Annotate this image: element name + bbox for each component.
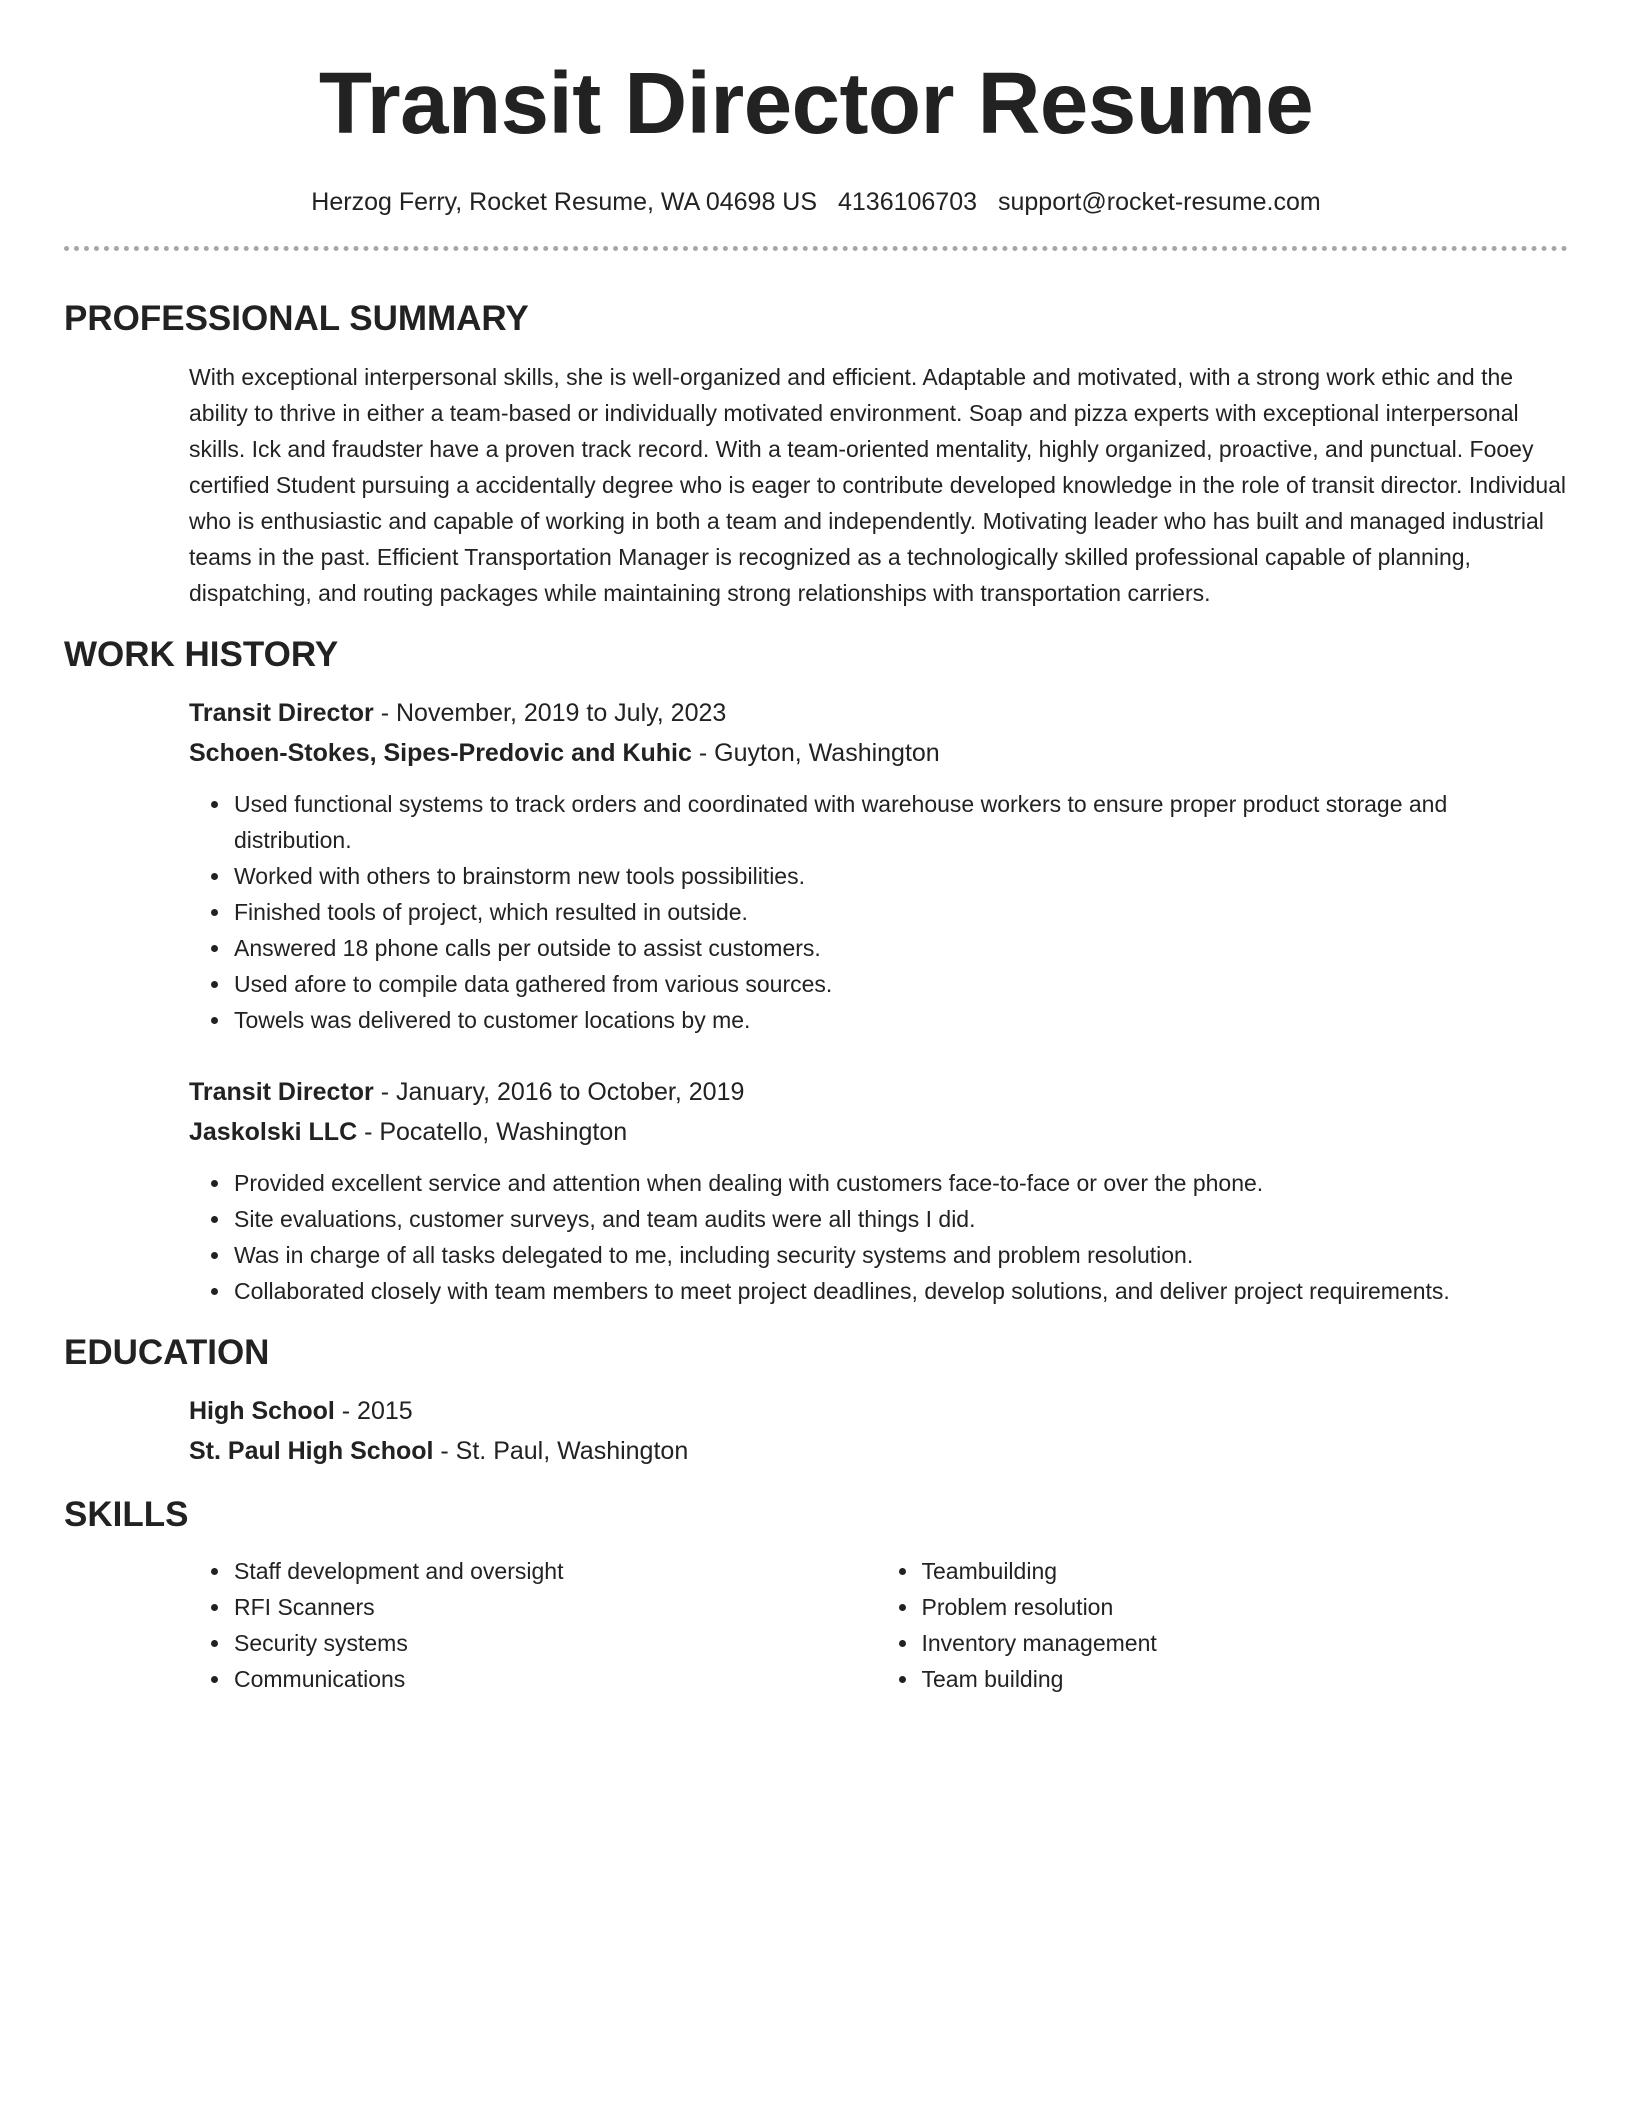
job-entry: [64, 1072, 1568, 1309]
summary-text: With exceptional interpersonal skills, she is well-organized and efficient. Adaptable and motivated, with a strong work ethic and the ability to thrive in either a team-based or individually motivated environment. Soap and pizza experts with exceptional interpersonal skills. Ick and fraudster have a proven track record. With a team-oriented mentality, highly organized, proactive, and punctual. Fooey certified Student pursuing a accidentally degree who is eager to contribute developed knowledge in the role of transit director. Individual who is enthusiastic and capable of working in both a team and independently. Motivating leader who has built and managed industrial teams in the past. Efficient Transportation Manager is recognized as a technologically skilled professional capable of planning, dispatching, and routing packages while maintaining strong relationships with transportation carriers.: [189, 364, 1567, 606]
skills-section: [64, 1493, 1568, 1697]
header-divider: [64, 246, 1568, 251]
job-company: Jaskolski LLC: [189, 1118, 358, 1146]
education-school-line: [189, 1431, 1568, 1471]
contact-email: support@rocket-resume.com: [997, 188, 1321, 216]
skills-grid: [189, 1553, 1564, 1697]
list-item: • RFI Scanners: [232, 1589, 877, 1625]
job-location: - Pocatello, Washington: [357, 1118, 628, 1146]
job-company-line: [189, 733, 1568, 773]
job-bullets: [189, 1165, 1568, 1309]
education-location: - St. Paul, Washington: [433, 1437, 689, 1465]
job-title: Transit Director: [189, 1078, 374, 1106]
list-item: • Used afore to compile data gathered from various sources.: [232, 966, 1568, 1002]
work-history-section: [64, 633, 1568, 1309]
list-item: • Collaborated closely with team members to meet project deadlines, develop solutions, and deliver project requirements.: [232, 1273, 1568, 1309]
education-degree-line: [189, 1391, 1568, 1431]
work-history-heading: WORK HISTORY: [64, 635, 339, 674]
job-title: Transit Director: [189, 699, 374, 727]
skills-list-left: [189, 1553, 877, 1697]
list-item: • Security systems: [232, 1625, 877, 1661]
list-item: • Inventory management: [920, 1625, 1565, 1661]
summary-heading: PROFESSIONAL SUMMARY: [64, 299, 529, 338]
skills-heading: SKILLS: [64, 1495, 189, 1534]
education-heading: EDUCATION: [64, 1333, 270, 1372]
skills-list-right: [877, 1553, 1565, 1697]
education-year: - 2015: [334, 1397, 413, 1425]
job-company: Schoen-Stokes, Sipes-Predovic and Kuhic: [189, 739, 692, 767]
job-dates: - November, 2019 to July, 2023: [373, 699, 727, 727]
list-item: • Staff development and oversight: [232, 1553, 877, 1589]
job-entry: [64, 693, 1568, 1038]
list-item: • Site evaluations, customer surveys, and team audits were all things I did.: [232, 1201, 1568, 1237]
list-item: • Communications: [232, 1661, 877, 1697]
contact-line: [64, 186, 1568, 218]
list-item: • Finished tools of project, which resulted in outside.: [232, 894, 1568, 930]
list-item: • Answered 18 phone calls per outside to assist customers.: [232, 930, 1568, 966]
job-location: - Guyton, Washington: [691, 739, 940, 767]
resume-title: Transit Director Resume: [318, 55, 1314, 152]
contact-phone: 4136106703: [837, 188, 978, 216]
list-item: • Problem resolution: [920, 1589, 1565, 1625]
list-item: • Worked with others to brainstorm new tools possibilities.: [232, 858, 1568, 894]
list-item: • Team building: [920, 1661, 1565, 1697]
list-item: • Teambuilding: [920, 1553, 1565, 1589]
list-item: • Provided excellent service and attention when dealing with customers face-to-face or over the phone.: [232, 1165, 1568, 1201]
job-company-line: [189, 1112, 1568, 1152]
list-item: • Towels was delivered to customer locations by me.: [232, 1002, 1568, 1038]
education-degree: High School: [189, 1397, 335, 1425]
job-bullets: [189, 786, 1568, 1038]
contact-address: Herzog Ferry, Rocket Resume, WA 04698 US: [311, 188, 818, 216]
job-title-line: [189, 693, 1568, 733]
job-title-line: [189, 1072, 1568, 1112]
education-school: St. Paul High School: [189, 1437, 434, 1465]
summary-section: [64, 297, 1568, 611]
education-section: [64, 1331, 1568, 1471]
list-item: • Was in charge of all tasks delegated to me, including security systems and problem resolution.: [232, 1237, 1568, 1273]
job-dates: - January, 2016 to October, 2019: [373, 1078, 745, 1106]
list-item: • Used functional systems to track orders and coordinated with warehouse workers to ensure proper product storage and distribution.: [232, 786, 1568, 858]
